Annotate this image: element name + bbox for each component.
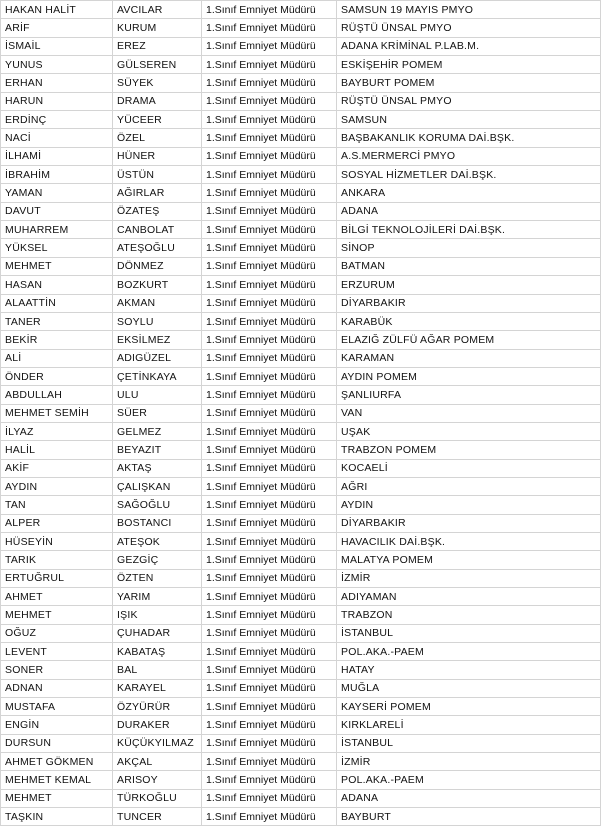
- table-row: [1, 753, 601, 771]
- table-row: [1, 276, 601, 294]
- unit-cell[interactable]: HAVACILIK DAİ.BŞK.: [337, 532, 601, 550]
- rank-cell[interactable]: 1.Sınıf Emniyet Müdürü: [202, 624, 337, 642]
- table-row: [1, 588, 601, 606]
- last-name-cell[interactable]: ÜSTÜN: [113, 166, 202, 184]
- rank-cell[interactable]: 1.Sınıf Emniyet Müdürü: [202, 459, 337, 477]
- first-name-cell[interactable]: ABDULLAH: [1, 386, 113, 404]
- rank-cell[interactable]: 1.Sınıf Emniyet Müdürü: [202, 147, 337, 165]
- table-row: [1, 532, 601, 550]
- last-name-cell[interactable]: AKTAŞ: [113, 459, 202, 477]
- table-row: [1, 514, 601, 532]
- table-row: [1, 661, 601, 679]
- first-name-cell[interactable]: YAMAN: [1, 184, 113, 202]
- unit-cell[interactable]: BİLGİ TEKNOLOJİLERİ DAİ.BŞK.: [337, 221, 601, 239]
- first-name-cell[interactable]: MUHARREM: [1, 221, 113, 239]
- unit-cell[interactable]: SİNOP: [337, 239, 601, 257]
- unit-cell[interactable]: KIRKLARELİ: [337, 716, 601, 734]
- unit-cell[interactable]: POL.AKA.-PAEM: [337, 643, 601, 661]
- last-name-cell[interactable]: BEYAZIT: [113, 441, 202, 459]
- first-name-cell[interactable]: ALPER: [1, 514, 113, 532]
- first-name-cell[interactable]: ÖNDER: [1, 367, 113, 385]
- table-row: [1, 569, 601, 587]
- unit-cell[interactable]: AĞRI: [337, 477, 601, 495]
- last-name-cell[interactable]: ÖZYÜRÜR: [113, 698, 202, 716]
- unit-cell[interactable]: A.S.MERMERCİ PMYO: [337, 147, 601, 165]
- rank-cell[interactable]: 1.Sınıf Emniyet Müdürü: [202, 441, 337, 459]
- table-row: [1, 789, 601, 807]
- rank-cell[interactable]: 1.Sınıf Emniyet Müdürü: [202, 551, 337, 569]
- last-name-cell[interactable]: IŞIK: [113, 606, 202, 624]
- last-name-cell[interactable]: YÜCEER: [113, 111, 202, 129]
- rank-cell[interactable]: 1.Sınıf Emniyet Müdürü: [202, 789, 337, 807]
- last-name-cell[interactable]: ATEŞOĞLU: [113, 239, 202, 257]
- table-row: [1, 808, 601, 826]
- unit-cell[interactable]: KARAMAN: [337, 349, 601, 367]
- rank-cell[interactable]: 1.Sınıf Emniyet Müdürü: [202, 37, 337, 55]
- first-name-cell[interactable]: ENGİN: [1, 716, 113, 734]
- table-row: [1, 166, 601, 184]
- last-name-cell[interactable]: AKÇAL: [113, 753, 202, 771]
- last-name-cell[interactable]: DRAMA: [113, 92, 202, 110]
- table-row: [1, 422, 601, 440]
- first-name-cell[interactable]: HASAN: [1, 276, 113, 294]
- rank-cell[interactable]: 1.Sınıf Emniyet Müdürü: [202, 56, 337, 74]
- first-name-cell[interactable]: MEHMET KEMAL: [1, 771, 113, 789]
- table-row: [1, 312, 601, 330]
- last-name-cell[interactable]: KÜÇÜKYILMAZ: [113, 734, 202, 752]
- first-name-cell[interactable]: MEHMET SEMİH: [1, 404, 113, 422]
- unit-cell[interactable]: İSTANBUL: [337, 624, 601, 642]
- first-name-cell[interactable]: ADNAN: [1, 679, 113, 697]
- table-row: [1, 734, 601, 752]
- unit-cell[interactable]: SAMSUN: [337, 111, 601, 129]
- rank-cell[interactable]: 1.Sınıf Emniyet Müdürü: [202, 771, 337, 789]
- first-name-cell[interactable]: ALİ: [1, 349, 113, 367]
- rank-cell[interactable]: 1.Sınıf Emniyet Müdürü: [202, 643, 337, 661]
- last-name-cell[interactable]: GEZGİÇ: [113, 551, 202, 569]
- unit-cell[interactable]: ELAZIĞ ZÜLFÜ AĞAR POMEM: [337, 331, 601, 349]
- last-name-cell[interactable]: DÖNMEZ: [113, 257, 202, 275]
- last-name-cell[interactable]: BOSTANCI: [113, 514, 202, 532]
- table-row: [1, 19, 601, 37]
- last-name-cell[interactable]: BAL: [113, 661, 202, 679]
- last-name-cell[interactable]: ÖZATEŞ: [113, 202, 202, 220]
- rank-cell[interactable]: 1.Sınıf Emniyet Müdürü: [202, 386, 337, 404]
- unit-cell[interactable]: BATMAN: [337, 257, 601, 275]
- unit-cell[interactable]: ANKARA: [337, 184, 601, 202]
- first-name-cell[interactable]: HALİL: [1, 441, 113, 459]
- table-row: [1, 111, 601, 129]
- first-name-cell[interactable]: İLYAZ: [1, 422, 113, 440]
- unit-cell[interactable]: İSTANBUL: [337, 734, 601, 752]
- unit-cell[interactable]: ERZURUM: [337, 276, 601, 294]
- last-name-cell[interactable]: ÖZTEN: [113, 569, 202, 587]
- rank-cell[interactable]: 1.Sınıf Emniyet Müdürü: [202, 716, 337, 734]
- table-row: [1, 147, 601, 165]
- first-name-cell[interactable]: ERHAN: [1, 74, 113, 92]
- unit-cell[interactable]: ADANA KRİMİNAL P.LAB.M.: [337, 37, 601, 55]
- unit-cell[interactable]: TRABZON POMEM: [337, 441, 601, 459]
- rank-cell[interactable]: 1.Sınıf Emniyet Müdürü: [202, 606, 337, 624]
- last-name-cell[interactable]: BOZKURT: [113, 276, 202, 294]
- unit-cell[interactable]: UŞAK: [337, 422, 601, 440]
- last-name-cell[interactable]: ÇALIŞKAN: [113, 477, 202, 495]
- table-row: [1, 679, 601, 697]
- last-name-cell[interactable]: EKSİLMEZ: [113, 331, 202, 349]
- rank-cell[interactable]: 1.Sınıf Emniyet Müdürü: [202, 477, 337, 495]
- last-name-cell[interactable]: GÜLSEREN: [113, 56, 202, 74]
- table-row: [1, 202, 601, 220]
- table-row: [1, 184, 601, 202]
- unit-cell[interactable]: ŞANLIURFA: [337, 386, 601, 404]
- first-name-cell[interactable]: İLHAMİ: [1, 147, 113, 165]
- unit-cell[interactable]: AYDIN: [337, 496, 601, 514]
- last-name-cell[interactable]: ÖZEL: [113, 129, 202, 147]
- table-row: [1, 551, 601, 569]
- last-name-cell[interactable]: TUNCER: [113, 808, 202, 826]
- table-row: [1, 257, 601, 275]
- last-name-cell[interactable]: ADIGÜZEL: [113, 349, 202, 367]
- last-name-cell[interactable]: CANBOLAT: [113, 221, 202, 239]
- unit-cell[interactable]: ADANA: [337, 789, 601, 807]
- last-name-cell[interactable]: SÜER: [113, 404, 202, 422]
- table-row: [1, 496, 601, 514]
- first-name-cell[interactable]: TAN: [1, 496, 113, 514]
- unit-cell[interactable]: ADANA: [337, 202, 601, 220]
- first-name-cell[interactable]: MUSTAFA: [1, 698, 113, 716]
- rank-cell[interactable]: 1.Sınıf Emniyet Müdürü: [202, 422, 337, 440]
- rank-cell[interactable]: 1.Sınıf Emniyet Müdürü: [202, 239, 337, 257]
- unit-cell[interactable]: KARABÜK: [337, 312, 601, 330]
- last-name-cell[interactable]: SOYLU: [113, 312, 202, 330]
- rank-cell[interactable]: 1.Sınıf Emniyet Müdürü: [202, 129, 337, 147]
- first-name-cell[interactable]: TANER: [1, 312, 113, 330]
- rank-cell[interactable]: 1.Sınıf Emniyet Müdürü: [202, 404, 337, 422]
- rank-cell[interactable]: 1.Sınıf Emniyet Müdürü: [202, 734, 337, 752]
- rank-cell[interactable]: 1.Sınıf Emniyet Müdürü: [202, 184, 337, 202]
- last-name-cell[interactable]: GELMEZ: [113, 422, 202, 440]
- unit-cell[interactable]: İZMİR: [337, 753, 601, 771]
- unit-cell[interactable]: DİYARBAKIR: [337, 294, 601, 312]
- unit-cell[interactable]: ADIYAMAN: [337, 588, 601, 606]
- rank-cell[interactable]: 1.Sınıf Emniyet Müdürü: [202, 74, 337, 92]
- first-name-cell[interactable]: ALAATTİN: [1, 294, 113, 312]
- rank-cell[interactable]: 1.Sınıf Emniyet Müdürü: [202, 1, 337, 19]
- first-name-cell[interactable]: OĞUZ: [1, 624, 113, 642]
- first-name-cell[interactable]: ARİF: [1, 19, 113, 37]
- table-row: [1, 386, 601, 404]
- rank-cell[interactable]: 1.Sınıf Emniyet Müdürü: [202, 588, 337, 606]
- rank-cell[interactable]: 1.Sınıf Emniyet Müdürü: [202, 331, 337, 349]
- unit-cell[interactable]: BAŞBAKANLIK KORUMA DAİ.BŞK.: [337, 129, 601, 147]
- unit-cell[interactable]: DİYARBAKIR: [337, 514, 601, 532]
- table-row: [1, 74, 601, 92]
- rank-cell[interactable]: 1.Sınıf Emniyet Müdürü: [202, 166, 337, 184]
- table-body: [1, 1, 601, 826]
- table-row: [1, 56, 601, 74]
- unit-cell[interactable]: KOCAELİ: [337, 459, 601, 477]
- first-name-cell[interactable]: ERDİNÇ: [1, 111, 113, 129]
- first-name-cell[interactable]: AKİF: [1, 459, 113, 477]
- unit-cell[interactable]: MUĞLA: [337, 679, 601, 697]
- last-name-cell[interactable]: ARISOY: [113, 771, 202, 789]
- first-name-cell[interactable]: SONER: [1, 661, 113, 679]
- rank-cell[interactable]: 1.Sınıf Emniyet Müdürü: [202, 19, 337, 37]
- rank-cell[interactable]: 1.Sınıf Emniyet Müdürü: [202, 202, 337, 220]
- table-row: [1, 771, 601, 789]
- unit-cell[interactable]: BAYBURT POMEM: [337, 74, 601, 92]
- rank-cell[interactable]: 1.Sınıf Emniyet Müdürü: [202, 111, 337, 129]
- first-name-cell[interactable]: AHMET: [1, 588, 113, 606]
- table-row: [1, 1, 601, 19]
- first-name-cell[interactable]: YÜKSEL: [1, 239, 113, 257]
- unit-cell[interactable]: POL.AKA.-PAEM: [337, 771, 601, 789]
- unit-cell[interactable]: SOSYAL HİZMETLER DAİ.BŞK.: [337, 166, 601, 184]
- rank-cell[interactable]: 1.Sınıf Emniyet Müdürü: [202, 221, 337, 239]
- unit-cell[interactable]: TRABZON: [337, 606, 601, 624]
- last-name-cell[interactable]: HÜNER: [113, 147, 202, 165]
- first-name-cell[interactable]: HARUN: [1, 92, 113, 110]
- last-name-cell[interactable]: SÜYEK: [113, 74, 202, 92]
- table-row: [1, 239, 601, 257]
- first-name-cell[interactable]: AHMET GÖKMEN: [1, 753, 113, 771]
- last-name-cell[interactable]: KARAYEL: [113, 679, 202, 697]
- first-name-cell[interactable]: TARIK: [1, 551, 113, 569]
- last-name-cell[interactable]: EREZ: [113, 37, 202, 55]
- first-name-cell[interactable]: MEHMET: [1, 606, 113, 624]
- table-row: [1, 349, 601, 367]
- first-name-cell[interactable]: HÜSEYİN: [1, 532, 113, 550]
- first-name-cell[interactable]: YUNUS: [1, 56, 113, 74]
- last-name-cell[interactable]: KABATAŞ: [113, 643, 202, 661]
- table-row: [1, 221, 601, 239]
- table-row: [1, 294, 601, 312]
- rank-cell[interactable]: 1.Sınıf Emniyet Müdürü: [202, 276, 337, 294]
- unit-cell[interactable]: RÜŞTÜ ÜNSAL PMYO: [337, 19, 601, 37]
- table-row: [1, 367, 601, 385]
- table-row: [1, 459, 601, 477]
- first-name-cell[interactable]: ERTUĞRUL: [1, 569, 113, 587]
- table-row: [1, 624, 601, 642]
- first-name-cell[interactable]: İBRAHİM: [1, 166, 113, 184]
- last-name-cell[interactable]: ULU: [113, 386, 202, 404]
- rank-cell[interactable]: 1.Sınıf Emniyet Müdürü: [202, 92, 337, 110]
- last-name-cell[interactable]: ATEŞOK: [113, 532, 202, 550]
- table-row: [1, 331, 601, 349]
- rank-cell[interactable]: 1.Sınıf Emniyet Müdürü: [202, 496, 337, 514]
- unit-cell[interactable]: SAMSUN 19 MAYIS PMYO: [337, 1, 601, 19]
- first-name-cell[interactable]: MEHMET: [1, 789, 113, 807]
- table-row: [1, 129, 601, 147]
- last-name-cell[interactable]: AKMAN: [113, 294, 202, 312]
- unit-cell[interactable]: VAN: [337, 404, 601, 422]
- rank-cell[interactable]: 1.Sınıf Emniyet Müdürü: [202, 661, 337, 679]
- rank-cell[interactable]: 1.Sınıf Emniyet Müdürü: [202, 569, 337, 587]
- first-name-cell[interactable]: DURSUN: [1, 734, 113, 752]
- rank-cell[interactable]: 1.Sınıf Emniyet Müdürü: [202, 514, 337, 532]
- rank-cell[interactable]: 1.Sınıf Emniyet Müdürü: [202, 257, 337, 275]
- unit-cell[interactable]: AYDIN POMEM: [337, 367, 601, 385]
- rank-cell[interactable]: 1.Sınıf Emniyet Müdürü: [202, 312, 337, 330]
- last-name-cell[interactable]: DURAKER: [113, 716, 202, 734]
- first-name-cell[interactable]: DAVUT: [1, 202, 113, 220]
- last-name-cell[interactable]: ÇUHADAR: [113, 624, 202, 642]
- unit-cell[interactable]: BAYBURT: [337, 808, 601, 826]
- last-name-cell[interactable]: AĞIRLAR: [113, 184, 202, 202]
- first-name-cell[interactable]: AYDIN: [1, 477, 113, 495]
- rank-cell[interactable]: 1.Sınıf Emniyet Müdürü: [202, 679, 337, 697]
- table-row: [1, 698, 601, 716]
- first-name-cell[interactable]: HAKAN HALİT: [1, 1, 113, 19]
- rank-cell[interactable]: 1.Sınıf Emniyet Müdürü: [202, 753, 337, 771]
- first-name-cell[interactable]: MEHMET: [1, 257, 113, 275]
- unit-cell[interactable]: HATAY: [337, 661, 601, 679]
- rank-cell[interactable]: 1.Sınıf Emniyet Müdürü: [202, 349, 337, 367]
- last-name-cell[interactable]: SAĞOĞLU: [113, 496, 202, 514]
- table-row: [1, 716, 601, 734]
- last-name-cell[interactable]: YARIM: [113, 588, 202, 606]
- first-name-cell[interactable]: TAŞKIN: [1, 808, 113, 826]
- table-row: [1, 92, 601, 110]
- unit-cell[interactable]: ESKİŞEHİR POMEM: [337, 56, 601, 74]
- unit-cell[interactable]: RÜŞTÜ ÜNSAL PMYO: [337, 92, 601, 110]
- table-row: [1, 477, 601, 495]
- rank-cell[interactable]: 1.Sınıf Emniyet Müdürü: [202, 532, 337, 550]
- unit-cell[interactable]: KAYSERİ POMEM: [337, 698, 601, 716]
- unit-cell[interactable]: İZMİR: [337, 569, 601, 587]
- rank-cell[interactable]: 1.Sınıf Emniyet Müdürü: [202, 698, 337, 716]
- first-name-cell[interactable]: LEVENT: [1, 643, 113, 661]
- table-row: [1, 404, 601, 422]
- table-row: [1, 441, 601, 459]
- table-row: [1, 643, 601, 661]
- table-row: [1, 606, 601, 624]
- last-name-cell[interactable]: KURUM: [113, 19, 202, 37]
- table-row: [1, 37, 601, 55]
- rank-cell[interactable]: 1.Sınıf Emniyet Müdürü: [202, 367, 337, 385]
- last-name-cell[interactable]: AVCILAR: [113, 1, 202, 19]
- rank-cell[interactable]: 1.Sınıf Emniyet Müdürü: [202, 808, 337, 826]
- first-name-cell[interactable]: NACİ: [1, 129, 113, 147]
- last-name-cell[interactable]: ÇETİNKAYA: [113, 367, 202, 385]
- rank-cell[interactable]: 1.Sınıf Emniyet Müdürü: [202, 294, 337, 312]
- first-name-cell[interactable]: BEKİR: [1, 331, 113, 349]
- first-name-cell[interactable]: İSMAİL: [1, 37, 113, 55]
- last-name-cell[interactable]: TÜRKOĞLU: [113, 789, 202, 807]
- unit-cell[interactable]: MALATYA POMEM: [337, 551, 601, 569]
